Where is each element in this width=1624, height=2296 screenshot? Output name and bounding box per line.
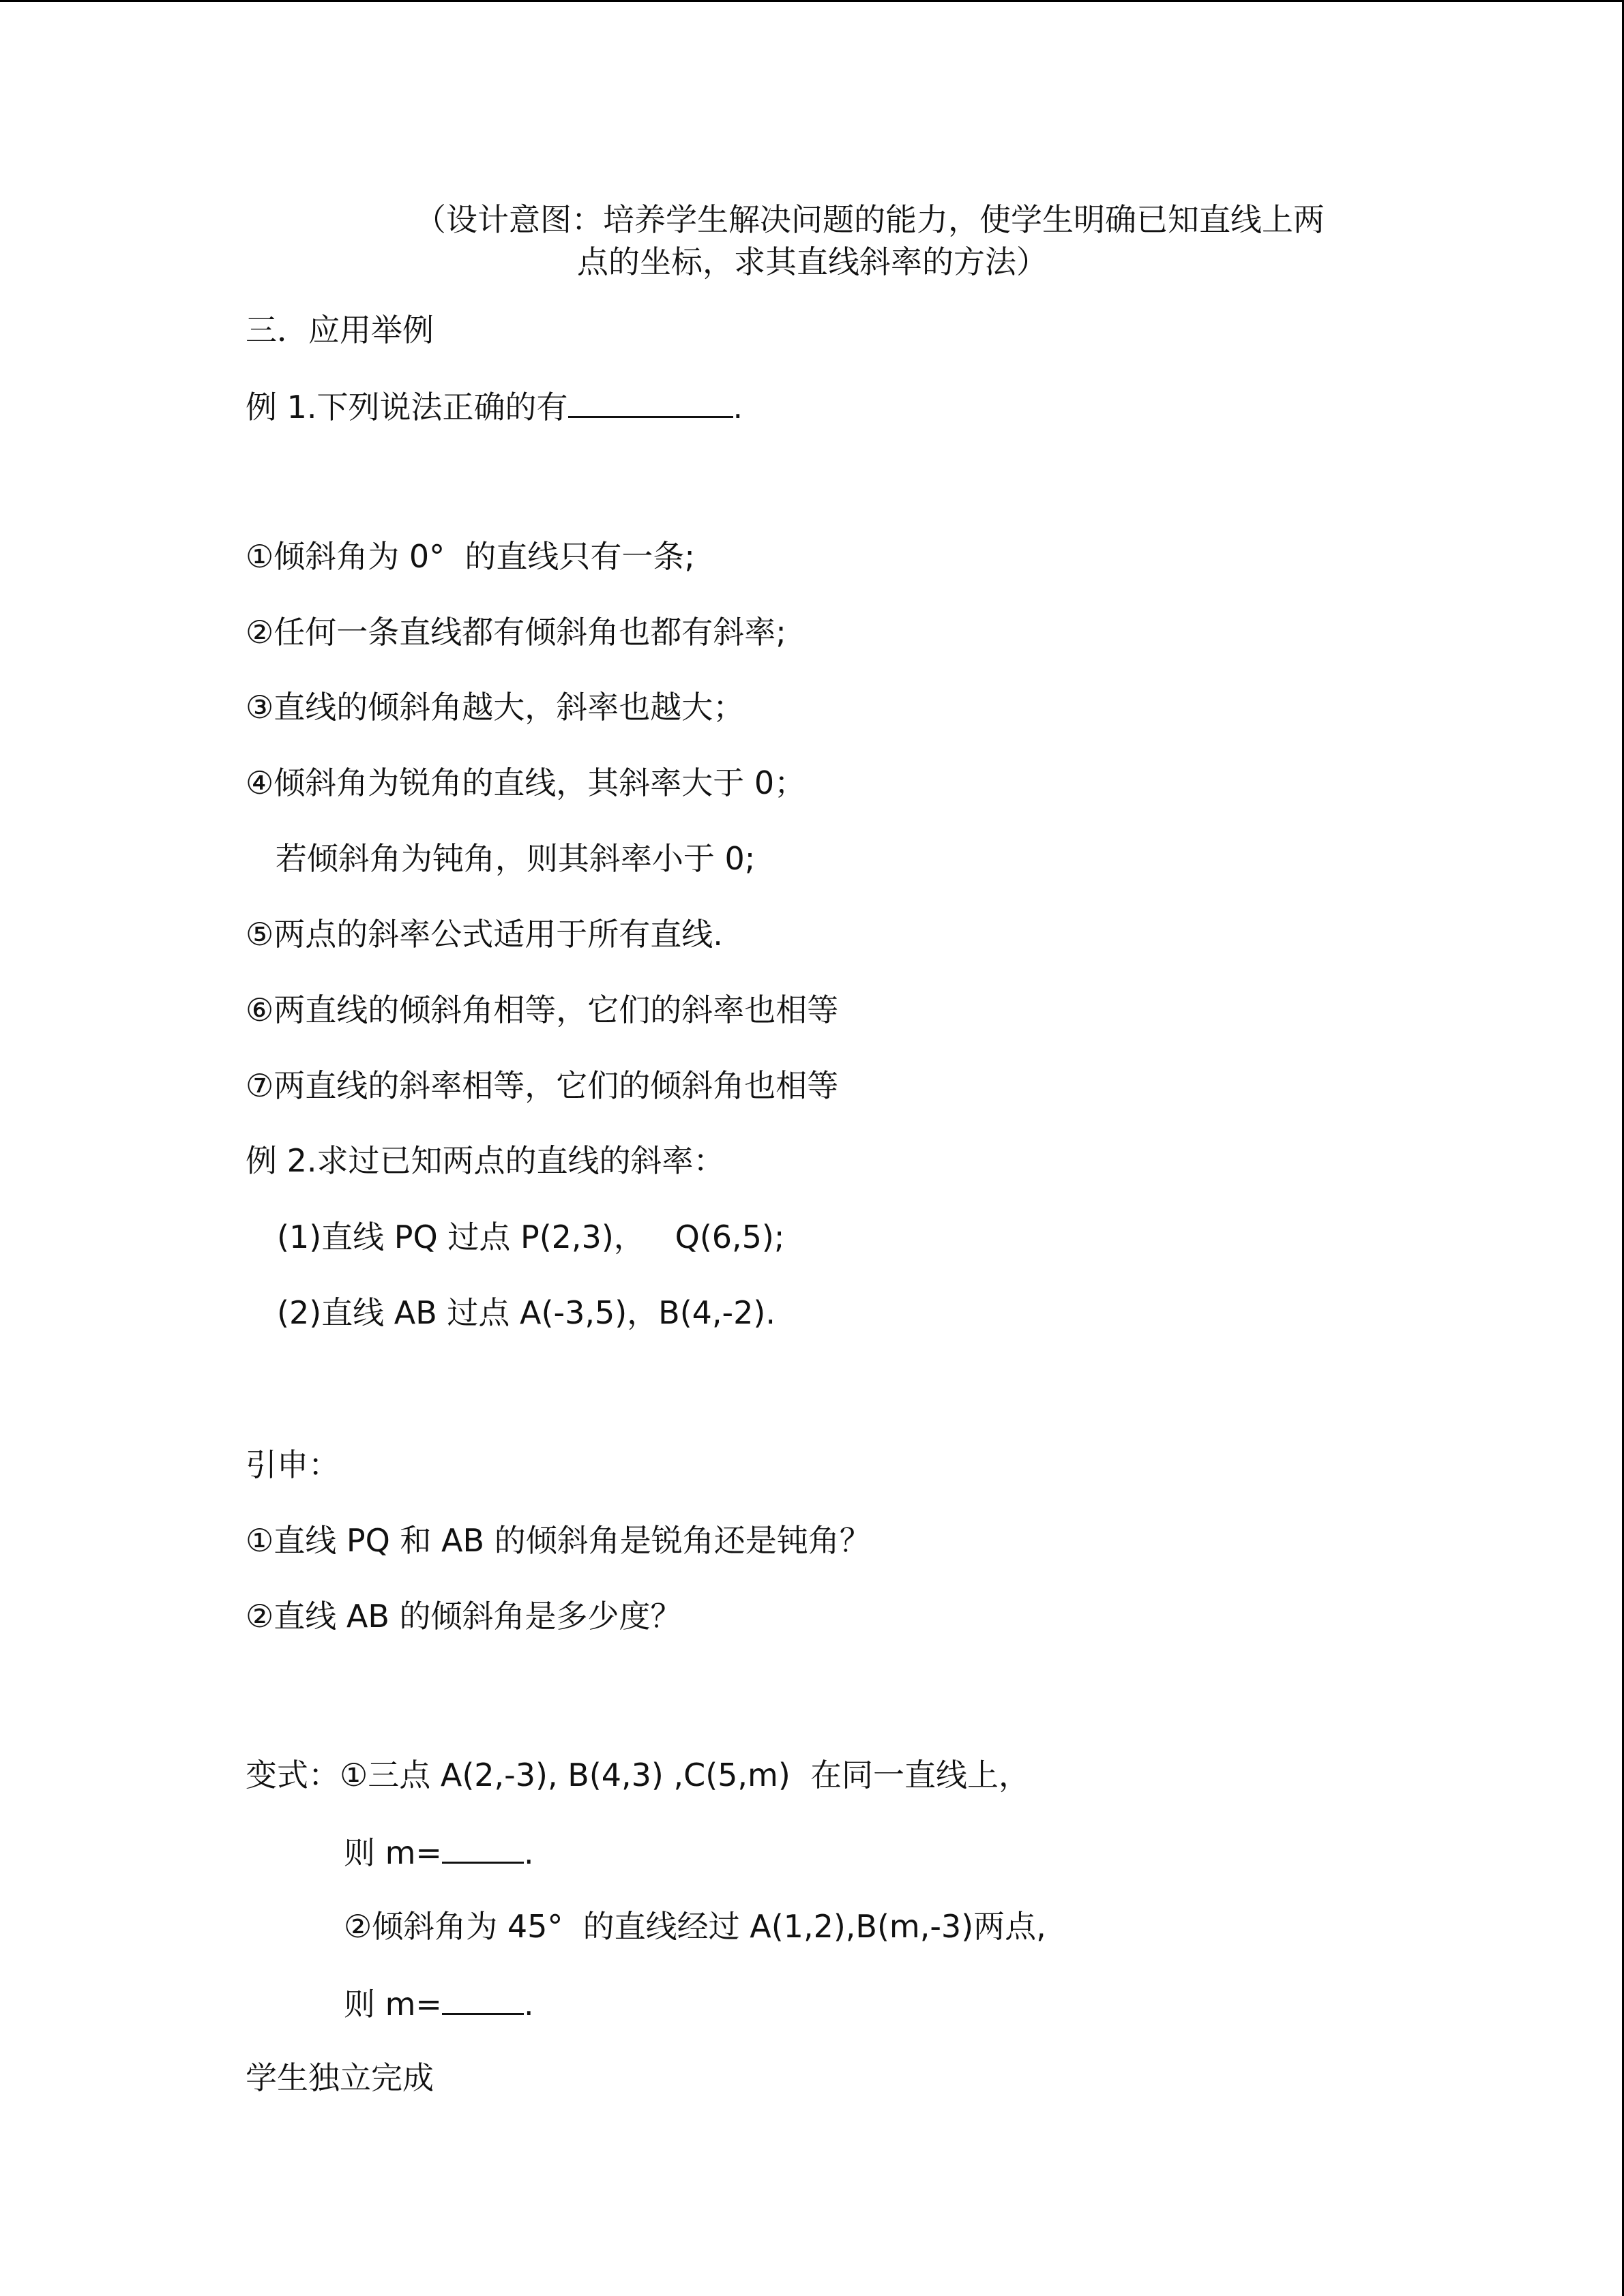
variant-period: . bbox=[523, 1986, 534, 2023]
example-1-period: . bbox=[733, 389, 743, 426]
example-1-item: ①倾斜角为 0° 的直线只有一条; bbox=[246, 538, 695, 575]
extension-item: ①直线 PQ 和 AB 的倾斜角是锐角还是钝角？ bbox=[246, 1522, 871, 1559]
example-1-item: ③直线的倾斜角越大，斜率也越大； bbox=[246, 689, 745, 726]
extension-item: ②直线 AB 的倾斜角是多少度？ bbox=[246, 1598, 682, 1635]
example-1-item: 若倾斜角为钝角，则其斜率小于 0; bbox=[246, 840, 756, 877]
example-1-label: 例 1.下列说法正确的有 bbox=[246, 389, 568, 426]
design-intent-line-1: （设计意图：培养学生解决问题的能力，使学生明确已知直线上两 bbox=[415, 201, 1325, 238]
example-2-label: 例 2.求过已知两点的直线的斜率： bbox=[246, 1142, 725, 1179]
answer-blank bbox=[568, 385, 733, 418]
closing-note: 学生独立完成 bbox=[246, 2059, 434, 2096]
variant-period: . bbox=[523, 1834, 534, 1871]
variant-m-prefix: 则 m= bbox=[344, 1986, 442, 2023]
example-1-item: ④倾斜角为锐角的直线，其斜率大于 0； bbox=[246, 764, 806, 801]
answer-blank bbox=[442, 1830, 524, 1864]
design-intent-line-2: 点的坐标，求其直线斜率的方法） bbox=[577, 243, 1048, 280]
variant-m-prefix: 则 m= bbox=[344, 1834, 442, 1871]
example-1-item: ⑤两点的斜率公式适用于所有直线. bbox=[246, 916, 723, 953]
variant-line-3: ②倾斜角为 45° 的直线经过 A(1,2),B(m,-3)两点, bbox=[344, 1908, 1046, 1945]
example-1-item: ⑥两直线的倾斜角相等，它们的斜率也相等 bbox=[246, 992, 839, 1028]
example-1-item: ⑦两直线的斜率相等，它们的倾斜角也相等 bbox=[246, 1067, 839, 1104]
page-top-border bbox=[0, 0, 1624, 2]
extension-label: 引申： bbox=[246, 1446, 340, 1483]
example-1-question bbox=[246, 385, 743, 428]
answer-blank bbox=[442, 1982, 524, 2015]
variant-line-2 bbox=[344, 1830, 534, 1873]
section-heading: 三．应用举例 bbox=[246, 312, 434, 348]
variant-line-4 bbox=[344, 1982, 534, 2025]
example-2-item: (2)直线 AB 过点 A(-3,5)，B(4,-2). bbox=[277, 1294, 776, 1331]
example-1-item: ②任何一条直线都有倾斜角也都有斜率; bbox=[246, 614, 786, 651]
variant-line-1: 变式：①三点 A(2,-3), B(4,3) ,C(5,m) 在同一直线上， bbox=[246, 1757, 1031, 1793]
example-2-item: (1)直线 PQ 过点 P(2,3)， Q(6,5); bbox=[277, 1219, 785, 1255]
